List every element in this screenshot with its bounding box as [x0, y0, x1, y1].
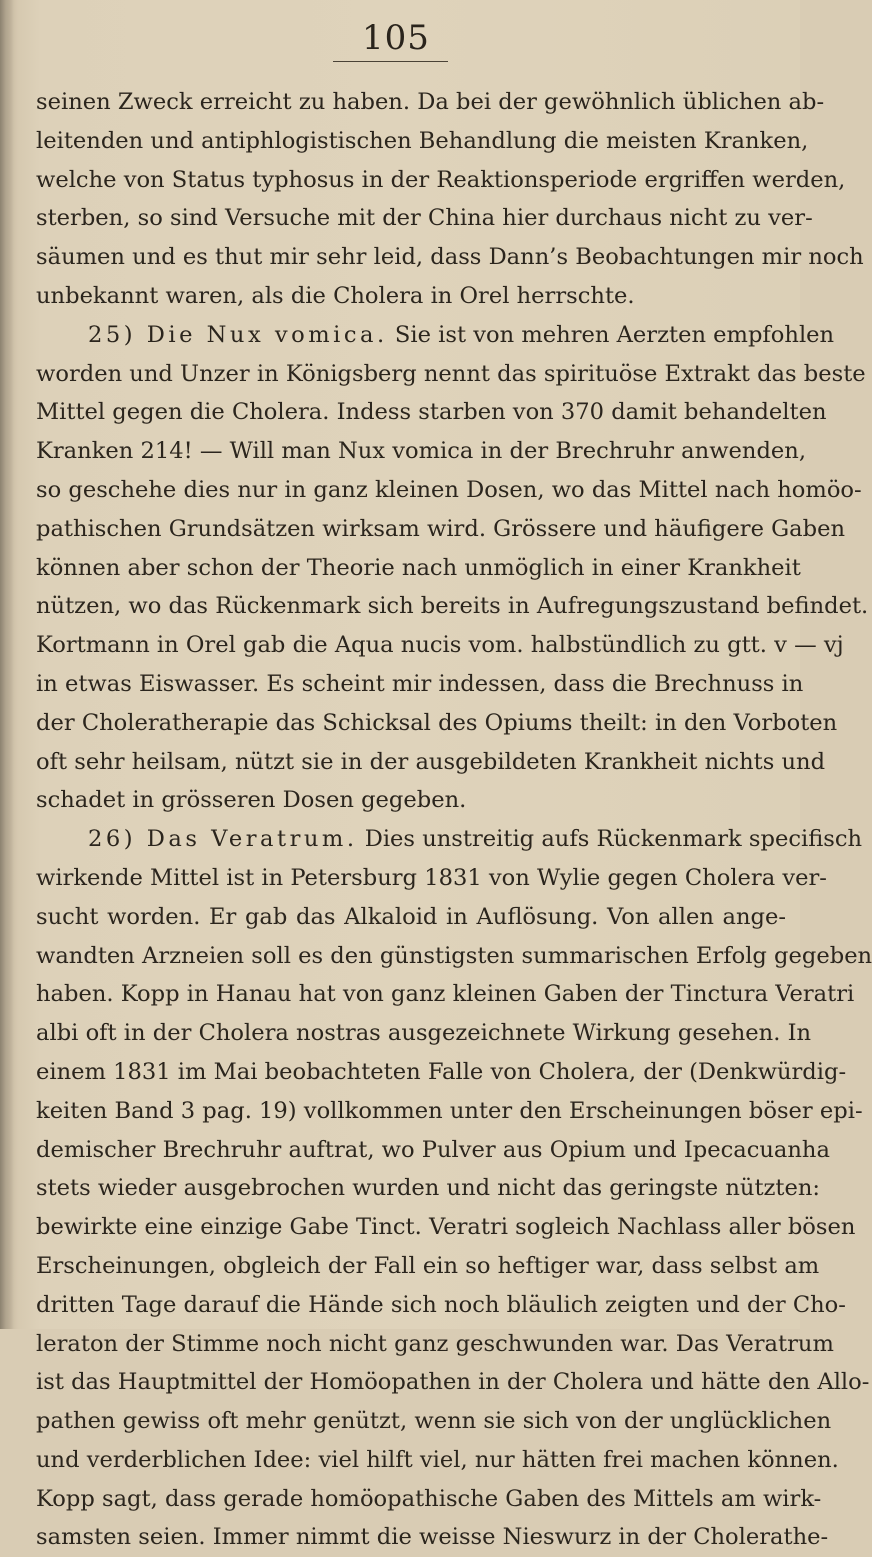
- page-number: 105: [362, 18, 430, 58]
- page-edge-shadow: [0, 0, 14, 1329]
- text-line: ist das Hauptmittel der Homöopathen in der Cholera und hätte den Allo-: [36, 1369, 870, 1396]
- section-heading-nux-vomica: 25) Die Nux vomica.: [88, 321, 388, 348]
- text-line: [36, 820, 863, 859]
- text-line: der Choleratherapie das Schicksal des Opiums theilt: in den Vorboten: [36, 709, 838, 736]
- text-line: schadet in grösseren Dosen gegeben.: [36, 787, 467, 814]
- text-line: welche von Status typhosus in der Reaktionsperiode ergriffen werden,: [36, 166, 846, 193]
- text-line: albi oft in der Cholera nostras ausgezeichnete Wirkung gesehen. In: [36, 1020, 812, 1047]
- text-line: Kortmann in Orel gab die Aqua nucis vom. halbstündlich zu gtt. v — vj: [36, 632, 844, 659]
- body-text: [36, 83, 872, 1557]
- text-line: keiten Band 3 pag. 19) vollkommen unter den Erscheinungen böser epi-: [36, 1097, 863, 1124]
- text-line: [36, 316, 835, 355]
- text-line: pathen gewiss oft mehr genützt, wenn sie sich von der unglücklichen: [36, 1408, 832, 1435]
- text-line: Erscheinungen, obgleich der Fall ein so heftiger war, dass selbst am: [36, 1252, 820, 1279]
- text-line-remainder: Sie ist von mehren Aerzten empfohlen: [394, 321, 835, 348]
- text-line: pathischen Grundsätzen wirksam wird. Grössere und häufigere Gaben: [36, 515, 846, 542]
- text-line: nützen, wo das Rückenmark sich bereits in Aufregungszustand befindet.: [36, 593, 869, 620]
- text-line: können aber schon der Theorie nach unmöglich in einer Krankheit: [36, 554, 801, 581]
- text-line: worden und Unzer in Königsberg nennt das spirituöse Extrakt das beste: [36, 360, 866, 387]
- text-line: bewirkte eine einzige Gabe Tinct. Veratri sogleich Nachlass aller bösen: [36, 1214, 856, 1241]
- text-line: in etwas Eiswasser. Es scheint mir indessen, dass die Brechnuss in: [36, 670, 804, 697]
- text-line: so geschehe dies nur in ganz kleinen Dosen, wo das Mittel nach homöo-: [36, 476, 862, 503]
- text-line: seinen Zweck erreicht zu haben. Da bei der gewöhnlich üblichen ab-: [36, 89, 825, 115]
- text-line: wandten Arzneien soll es den günstigsten summarischen Erfolg gegeben: [36, 942, 872, 969]
- text-line: Kopp sagt, dass gerade homöopathische Gaben des Mittels am wirk-: [36, 1485, 822, 1512]
- text-line: oft sehr heilsam, nützt sie in der ausgebildeten Krankheit nichts und: [36, 748, 826, 775]
- text-line: sucht worden. Er gab das Alkaloid in Auflösung. Von allen ange-: [36, 903, 786, 930]
- text-line: sterben, so sind Versuche mit der China hier durchaus nicht zu ver-: [36, 205, 813, 232]
- text-line: demischer Brechruhr auftrat, wo Pulver aus Opium und Ipecacuanha: [36, 1136, 830, 1163]
- text-line: stets wieder ausgebrochen wurden und nicht das geringste nützten:: [36, 1175, 821, 1202]
- text-line: dritten Tage darauf die Hände sich noch bläulich zeigten und der Cho-: [36, 1291, 846, 1318]
- text-line: unbekannt waren, als die Cholera in Orel herrschte.: [36, 282, 635, 309]
- text-line-remainder: Dies unstreitig aufs Rückenmark specifisch: [364, 826, 863, 853]
- text-line: Mittel gegen die Cholera. Indess starben von 370 damit behandelten: [36, 399, 827, 426]
- text-line: und verderblichen Idee: viel hilft viel, nur hätten frei machen können.: [36, 1446, 839, 1473]
- text-line: samsten seien. Immer nimmt die weisse Nieswurz in der Cholerathe-: [36, 1524, 829, 1551]
- text-line: einem 1831 im Mai beobachteten Falle von Cholera, der (Denkwürdig-: [36, 1058, 847, 1085]
- text-line: haben. Kopp in Hanau hat von ganz kleinen Gaben der Tinctura Veratri: [36, 981, 855, 1008]
- text-line: wirkende Mittel ist in Petersburg 1831 von Wylie gegen Cholera ver-: [36, 864, 827, 891]
- text-line: Kranken 214! — Will man Nux vomica in der Brechruhr anwenden,: [36, 438, 807, 465]
- text-line: säumen und es thut mir sehr leid, dass Dann’s Beobachtungen mir noch: [36, 244, 864, 271]
- section-heading-veratrum: 26) Das Veratrum.: [88, 826, 358, 853]
- text-line: leitenden und antiphlogistischen Behandlung die meisten Kranken,: [36, 127, 809, 154]
- text-line: leraton der Stimme noch nicht ganz geschwunden war. Das Veratrum: [36, 1330, 834, 1357]
- header-rule: [333, 61, 448, 62]
